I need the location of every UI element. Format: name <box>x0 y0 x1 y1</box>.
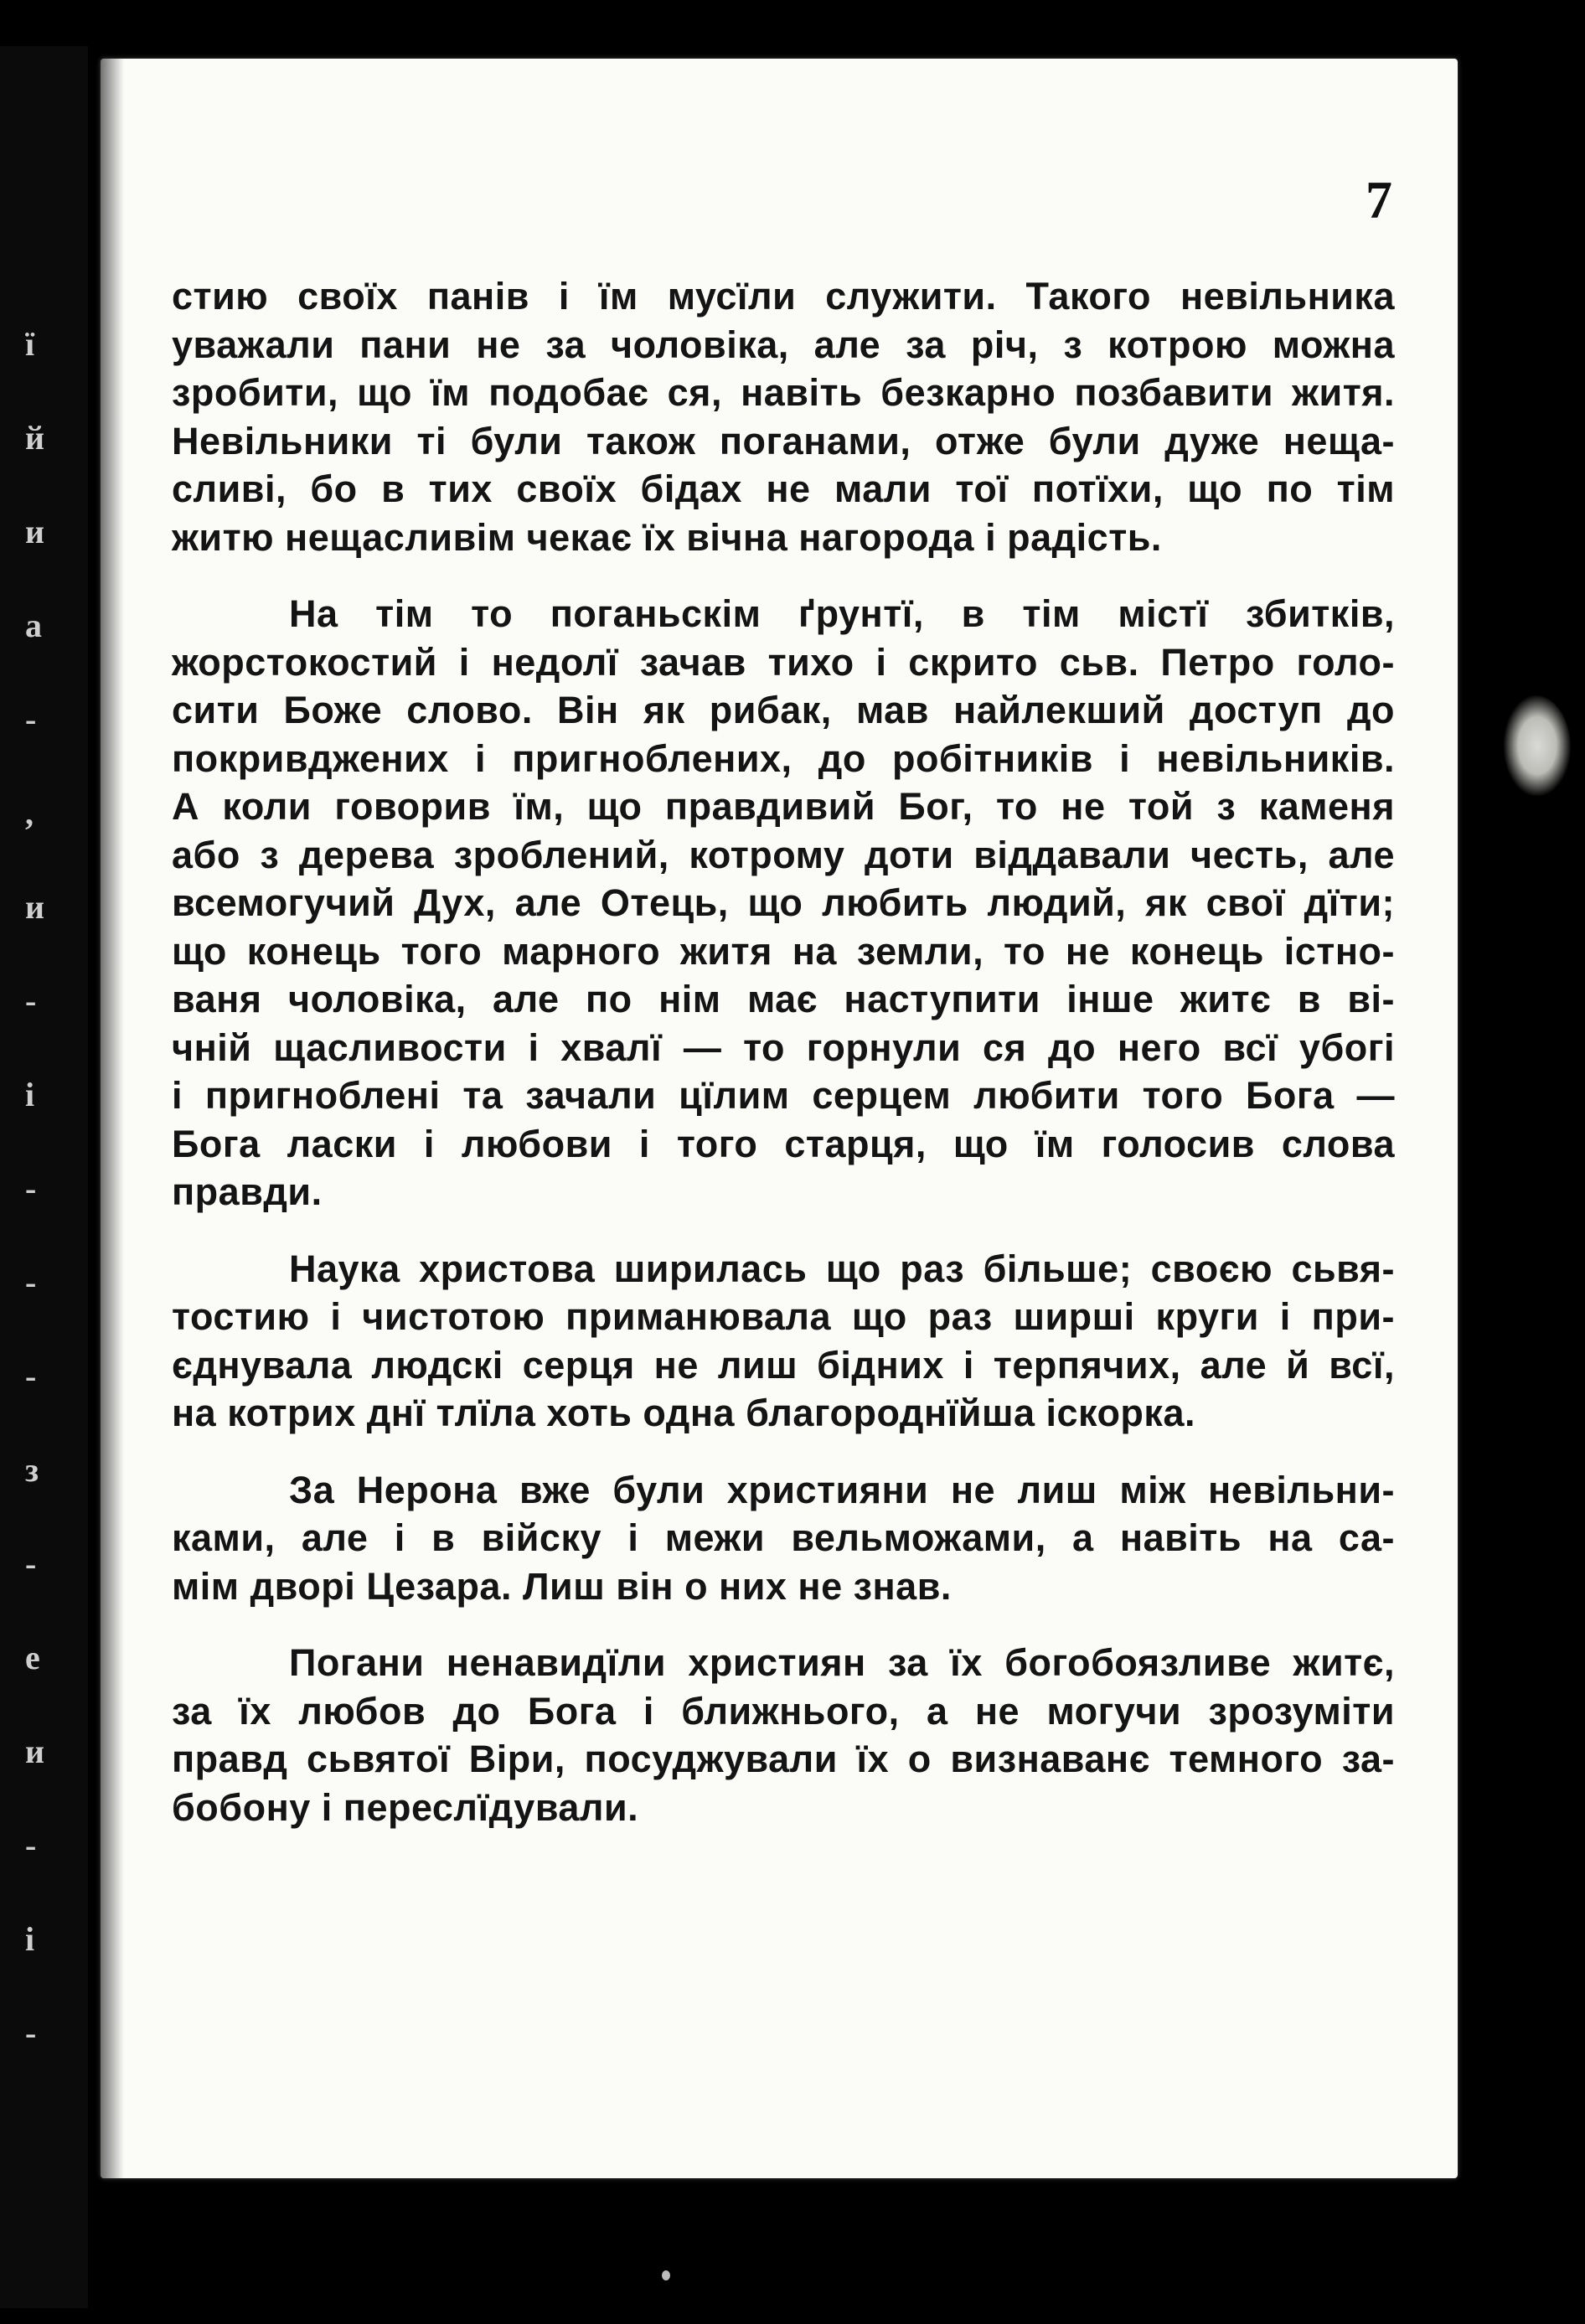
text-line: стию своїх панів і їм мусїли служити. Такого невільника <box>172 275 1395 318</box>
text-line: чній щасливости і хвалї — то горнули ся до него всї убогі <box>172 1025 1395 1069</box>
left-page-fragment: и <box>25 1733 45 1770</box>
text-line: правд сьвятої Віри, посуджували їх о визнаванє темного за- <box>172 1738 1395 1780</box>
text-line: і пригноблені та зачали цїлим серцем любити того Бога — <box>172 1074 1395 1117</box>
text-line: за їх любов до Бога і ближнього, а не могучи зрозуміти <box>172 1689 1395 1733</box>
left-page-fragment: е <box>25 1639 40 1676</box>
text-line: житю нещасливім чекає їх вічна нагорода і радість. <box>172 515 1162 559</box>
text-line: сити Боже слово. Він як рибак, мав найлекший доступ до <box>172 689 1395 731</box>
text-line: бобону і переслїдували. <box>172 1785 639 1829</box>
left-page-fragment: і <box>25 1076 35 1113</box>
text-line: покривджених і пригноблених, до робітників і невільників. <box>172 736 1395 780</box>
text-line: Погани ненавидїли християн за їх богобоязливе житє, <box>289 1641 1395 1684</box>
left-page-text-fragments <box>25 297 75 2080</box>
text-line: правди. <box>172 1170 323 1213</box>
text-line: На тім то поганьскім ґрунтї, в тім містї збитків, <box>289 592 1395 635</box>
text-line: або з дерева зроблений, котрому доти віддавали честь, але <box>172 833 1395 876</box>
text-line: що конець того марного житя на земли, то не конець істно- <box>172 929 1395 973</box>
left-page-fragment: - <box>25 1826 37 1864</box>
left-page-fragment: , <box>25 794 34 832</box>
page-gutter-shadow <box>101 59 124 2178</box>
left-page-fragment: и <box>25 513 45 550</box>
paper-damage-blot <box>1504 695 1571 796</box>
text-line: А коли говорив їм, що правдивий Бог, то не той з каменя <box>172 785 1395 828</box>
text-line: мім дворі Цезара. Лиш він о них не знав. <box>172 1564 952 1608</box>
text-line: Наука христова ширилась що раз більше; своєю сьвя- <box>289 1247 1395 1290</box>
left-page-edge <box>0 46 88 2308</box>
text-line: ками, але і в війску і межи вельможами, а навіть на са- <box>172 1516 1395 1559</box>
text-line: ваня чоловіка, але по нім має наступити інше житє в ві- <box>172 978 1395 1020</box>
left-page-fragment: а <box>25 607 42 644</box>
text-line: За Нерона вже були християни не лиш між невільни- <box>289 1468 1395 1511</box>
left-page-fragment: - <box>25 2014 37 2052</box>
text-line: уважали пани не за чоловіка, але за річ, з котрою можна <box>172 323 1395 366</box>
left-page-fragment: й <box>25 419 45 457</box>
text-line: сливі, бо в тих своїх бідах не мали тої потїхи, що по тім <box>172 467 1395 510</box>
left-page-fragment: - <box>25 1170 37 1207</box>
paragraph-2 <box>172 590 1395 1216</box>
text-line: єднувала людскі серця не лиш бідних і терпячих, але й всї, <box>172 1343 1395 1387</box>
book-page <box>101 59 1458 2178</box>
text-line: на котрих днї тлїла хоть одна благороднїйша іскорка. <box>172 1392 1195 1434</box>
text-line: жорстокостий і недолї зачав тихо і скрито сьв. Петро голо- <box>172 640 1395 684</box>
page-number: 7 <box>1366 170 1392 230</box>
text-line: тостию і чистотою приманювала що раз ширші круги і при- <box>172 1295 1395 1338</box>
left-page-fragment: - <box>25 982 37 1020</box>
dust-speck <box>662 2270 670 2280</box>
left-page-fragment: и <box>25 888 45 926</box>
paragraph-4 <box>172 1466 1395 1611</box>
left-page-fragment: і <box>25 1920 35 1958</box>
text-line: зробити, що їм подобає ся, навіть безкарно позбавити житя. <box>172 371 1395 414</box>
text-line: Невільники ті були також поганами, отже були дуже неща- <box>172 419 1395 462</box>
left-page-fragment: - <box>25 1357 37 1395</box>
text-line: всемогучий Дух, але Отець, що любить людий, як свої дїти; <box>172 881 1395 924</box>
left-page-fragment: - <box>25 1545 37 1583</box>
left-page-fragment: ї <box>25 325 35 363</box>
paragraph-5 <box>172 1639 1395 1831</box>
left-page-fragment: - <box>25 700 37 738</box>
text-line: Бога ласки і любови і того старця, що їм голосив слова <box>172 1122 1395 1165</box>
page-body-text <box>172 272 1395 1860</box>
left-page-fragment: з <box>25 1451 39 1489</box>
left-page-fragment: - <box>25 1263 37 1301</box>
paragraph-3 <box>172 1245 1395 1438</box>
paragraph-1 <box>172 272 1395 561</box>
